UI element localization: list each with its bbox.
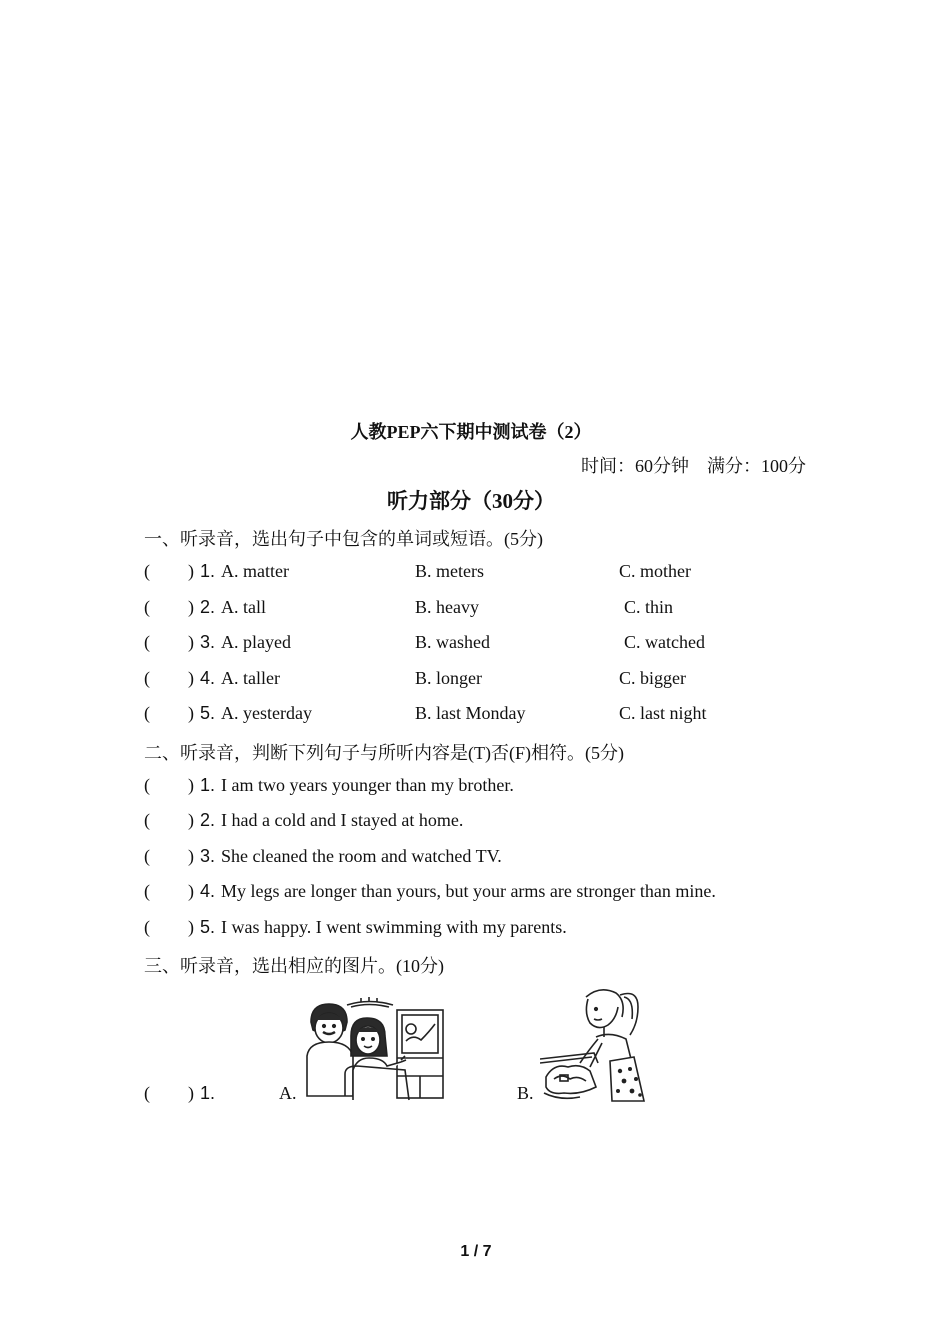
part2-statement-4 (144, 881, 844, 907)
answer-paren-open: ( (144, 917, 150, 937)
question-number: 5. (200, 917, 216, 937)
part1-question-5 (144, 703, 844, 729)
answer-paren-close: ) (188, 668, 194, 688)
listening-section-title: 听力部分（30分） (387, 489, 555, 513)
exam-time-score: 时间：60分钟 满分：100分 (581, 456, 806, 476)
option-b: B. heavy (415, 597, 479, 617)
answer-paren-open: ( (144, 597, 150, 617)
option-b: B. washed (415, 632, 490, 652)
option-b: B. meters (415, 561, 484, 581)
statement-text: I was happy. I went swimming with my parents. (221, 917, 567, 937)
page-number: 1 / 7 (460, 1243, 492, 1260)
answer-paren-close: ) (188, 561, 194, 581)
answer-paren-open: ( (144, 775, 150, 795)
part2-statement-1 (144, 775, 844, 801)
girl-washing-clothes-picture (540, 983, 648, 1103)
answer-paren-open: ( (144, 1083, 150, 1103)
answer-paren-open: ( (144, 810, 150, 830)
question-number: 3. (200, 632, 216, 652)
question-number: 1. (200, 561, 216, 581)
option-c: C. mother (619, 561, 691, 581)
part3-heading: 三、听录音，选出相应的图片。(10分) (144, 956, 444, 976)
question-number: 3. (200, 846, 216, 866)
option-a: A. matter (221, 561, 289, 581)
answer-paren-close: ) (188, 775, 194, 795)
answer-paren-open: ( (144, 846, 150, 866)
part2-statement-5 (144, 917, 844, 943)
answer-paren-close: ) (188, 632, 194, 652)
question-number: 2. (200, 810, 216, 830)
picture-option-b-label: B. (517, 1083, 534, 1103)
option-c: C. bigger (619, 668, 686, 688)
option-c: C. last night (619, 703, 707, 723)
part1-question-4 (144, 668, 844, 694)
answer-paren-close: ) (188, 917, 194, 937)
question-number: 1. (200, 775, 216, 795)
answer-paren-open: ( (144, 668, 150, 688)
option-b: B. last Monday (415, 703, 526, 723)
option-a: A. tall (221, 597, 266, 617)
question-number: 2. (200, 597, 216, 617)
option-c: C. watched (624, 632, 705, 652)
statement-text: I am two years younger than my brother. (221, 775, 514, 795)
statement-text: My legs are longer than yours, but your arms are stronger than mine. (221, 881, 716, 901)
answer-paren-open: ( (144, 881, 150, 901)
family-watching-tv-picture (305, 996, 447, 1102)
part1-question-1 (144, 561, 844, 587)
part1-question-3 (144, 632, 844, 658)
question-number: 4. (200, 668, 216, 688)
answer-paren-close: ) (188, 881, 194, 901)
answer-paren-close: ) (188, 597, 194, 617)
part1-question-2 (144, 597, 844, 623)
part2-statement-2 (144, 810, 844, 836)
answer-paren-open: ( (144, 561, 150, 581)
option-a: A. played (221, 632, 291, 652)
option-a: A. taller (221, 668, 280, 688)
answer-paren-close: ) (188, 810, 194, 830)
part1-heading: 一、听录音，选出句子中包含的单词或短语。(5分) (144, 529, 543, 549)
option-b: B. longer (415, 668, 482, 688)
answer-paren-close: ) (188, 1083, 194, 1103)
question-number: 1. (200, 1083, 216, 1103)
answer-paren-open: ( (144, 703, 150, 723)
exam-title: 人教PEP六下期中测试卷（2） (350, 422, 592, 442)
answer-paren-close: ) (188, 703, 194, 723)
answer-paren-open: ( (144, 632, 150, 652)
option-a: A. yesterday (221, 703, 312, 723)
statement-text: She cleaned the room and watched TV. (221, 846, 502, 866)
option-c: C. thin (624, 597, 674, 617)
statement-text: I had a cold and I stayed at home. (221, 810, 464, 830)
part3-question-1 (144, 1083, 844, 1109)
answer-paren-close: ) (188, 846, 194, 866)
part2-heading: 二、听录音，判断下列句子与所听内容是(T)否(F)相符。(5分) (144, 743, 624, 763)
part2-statement-3 (144, 846, 844, 872)
picture-option-a-label: A. (279, 1083, 297, 1103)
question-number: 4. (200, 881, 216, 901)
question-number: 5. (200, 703, 216, 723)
